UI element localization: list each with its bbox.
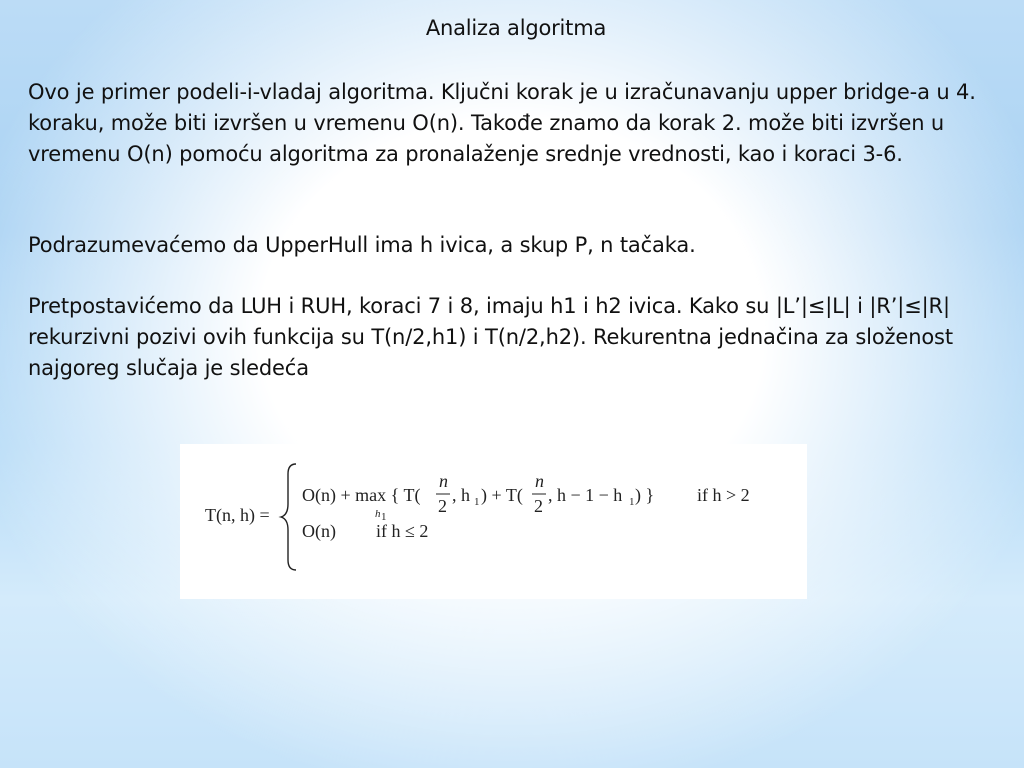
recurrence-formula-image bbox=[180, 444, 807, 599]
formula-case2-expr: O(n) bbox=[302, 521, 336, 541]
formula-lhs: T(n, h) = bbox=[205, 505, 270, 525]
formula-frac1-numerator: n bbox=[439, 471, 448, 491]
formula-case2-condition: if h ≤ 2 bbox=[376, 521, 429, 541]
formula-case1-tail: , h − 1 − h bbox=[548, 485, 623, 505]
formula-max-subscript: h bbox=[375, 508, 381, 520]
paragraph-recurrence-intro: Pretpostavićemo da LUH i RUH, koraci 7 i 8, imaju h1 i h2 ivica. Kako su |L’|≤|L| i |R’|≤|R| rekurzivni pozivi ovih funkcija su T(n/2,h1) i T(n/2,h2). Rekurentna jednačina za složenost najgoreg slučaja je sledeća bbox=[28, 294, 953, 380]
slide-title: Analiza algoritma bbox=[425, 16, 607, 40]
formula-case1-mid-index: 1 bbox=[474, 496, 480, 508]
formula-case1-mid2: ) + T( bbox=[481, 485, 523, 505]
formula-frac1-denominator: 2 bbox=[438, 496, 447, 516]
formula-case1-mid: , h bbox=[452, 485, 470, 505]
formula-case1-tail-index: 1 bbox=[629, 496, 635, 508]
formula-case1-start: O(n) + max { T( bbox=[302, 485, 421, 505]
formula-case1-close: ) } bbox=[635, 485, 655, 505]
recurrence-formula bbox=[180, 444, 807, 599]
formula-case1-condition: if h > 2 bbox=[697, 485, 750, 505]
paragraph-upperhull-assumption: Podrazumevaćemo da UpperHull ima h ivica, a skup P, n tačaka. bbox=[28, 233, 696, 257]
paragraph-divide-and-conquer: Ovo je primer podeli-i-vladaj algoritma. Ključni korak je u izračunavanju upper bridge-a u 4. koraku, može biti izvršen u vremenu O(n). Takođe znamo da korak 2. može biti izvršen u vremenu O(n) pomoću algoritma za pronalaženje srednje vrednosti, kao i koraci 3-6. bbox=[28, 80, 976, 166]
formula-case-brace bbox=[281, 464, 296, 570]
formula-frac2-numerator: n bbox=[535, 471, 544, 491]
formula-max-subscript-index: 1 bbox=[381, 511, 387, 523]
formula-frac2-denominator: 2 bbox=[534, 496, 543, 516]
